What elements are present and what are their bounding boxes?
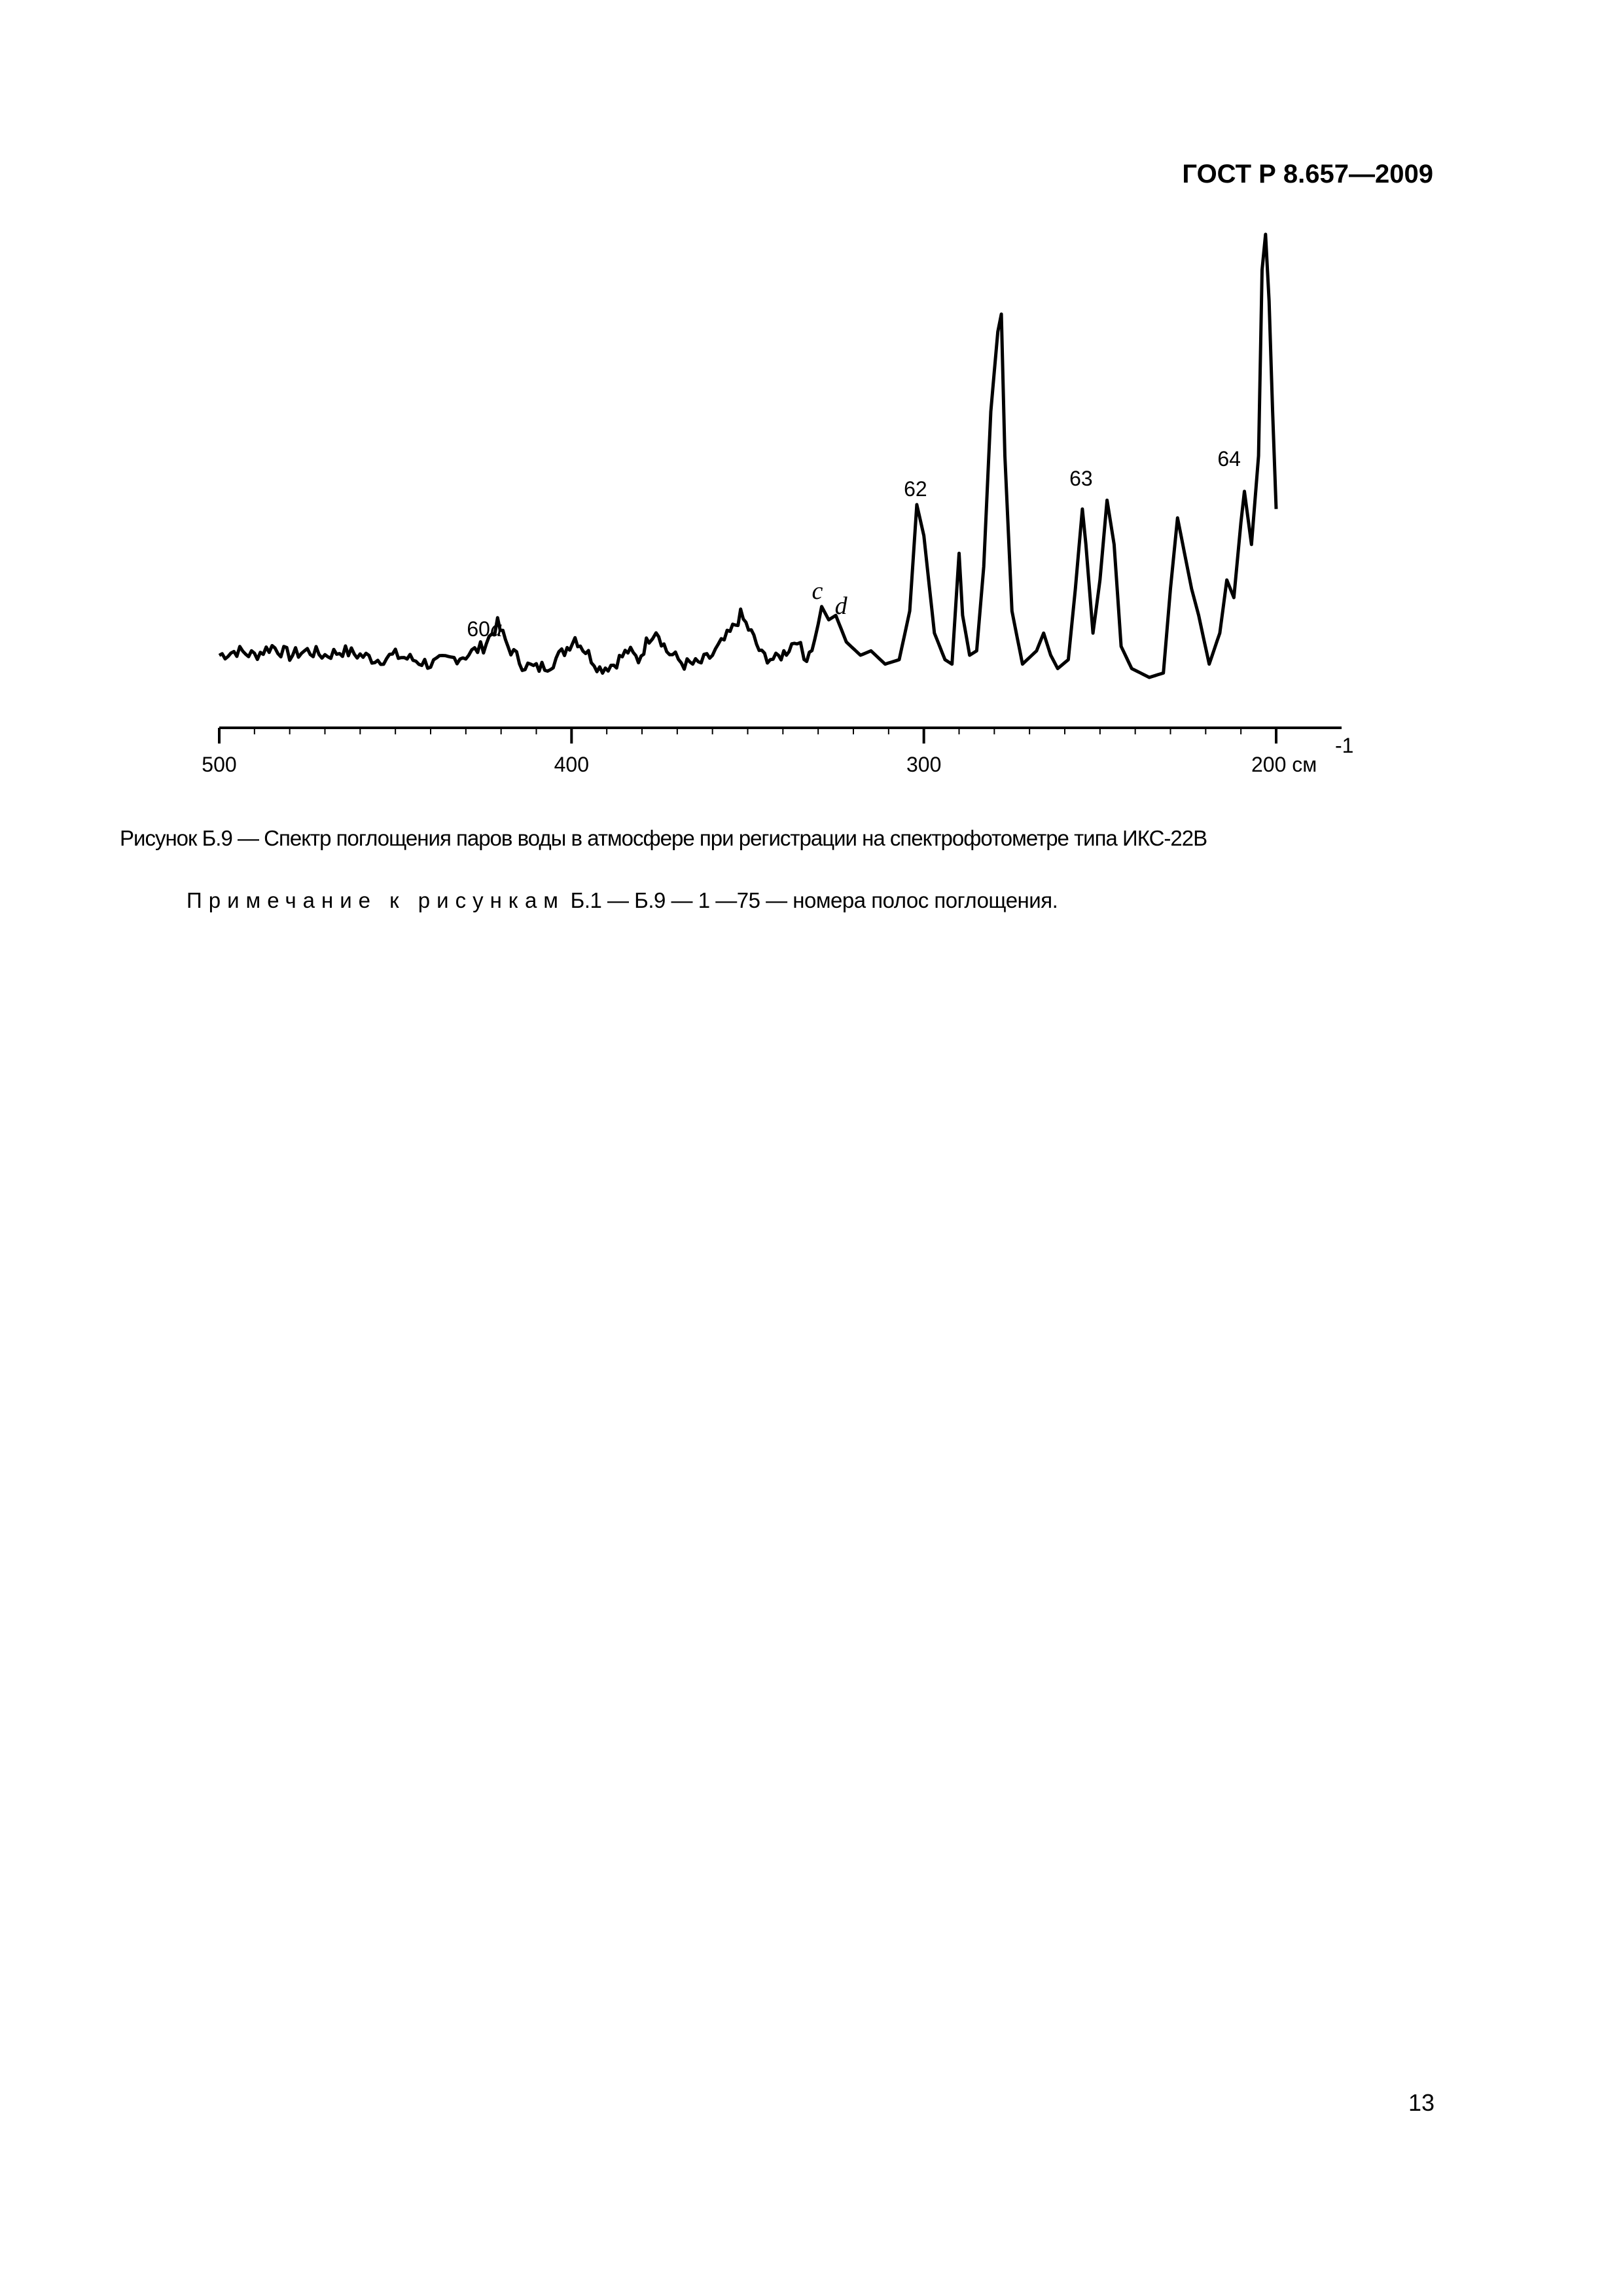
x-tick-label-300: 300 [906, 753, 942, 776]
absorption-spectrum-chart [0, 0, 1623, 812]
x-tick-label-500: 500 [202, 753, 237, 776]
x-tick-label-400: 400 [554, 753, 590, 776]
peak-label-62: 62 [904, 477, 927, 501]
note-text: Б.1 — Б.9 — 1 —75 — номера полос поглощения. [570, 888, 1058, 912]
note-label: Примечание к рисункам [187, 888, 565, 912]
spectrum-line [219, 234, 1276, 677]
page-number: 13 [1408, 2089, 1435, 2116]
peak-label-60: 60a [467, 615, 503, 642]
peak-label-c: c [812, 577, 823, 605]
x-tick-label-200: 200 см [1251, 753, 1317, 776]
document-header: ГОСТ Р 8.657—2009 [1182, 160, 1433, 188]
figure-note [187, 888, 1058, 913]
figure-caption: Рисунок Б.9 — Спектр поглощения паров воды в атмосфере при регистрации на спектрофотометре типа ИКС-22В [120, 826, 1207, 850]
peak-label-suffix: a [490, 615, 503, 642]
peak-labels [467, 447, 1241, 642]
peak-label-63: 63 [1069, 467, 1093, 490]
peak-label-d: d [834, 592, 847, 620]
x-unit-superscript: -1 [1335, 734, 1354, 757]
peak-label-64: 64 [1217, 447, 1241, 471]
x-axis [202, 728, 1353, 776]
